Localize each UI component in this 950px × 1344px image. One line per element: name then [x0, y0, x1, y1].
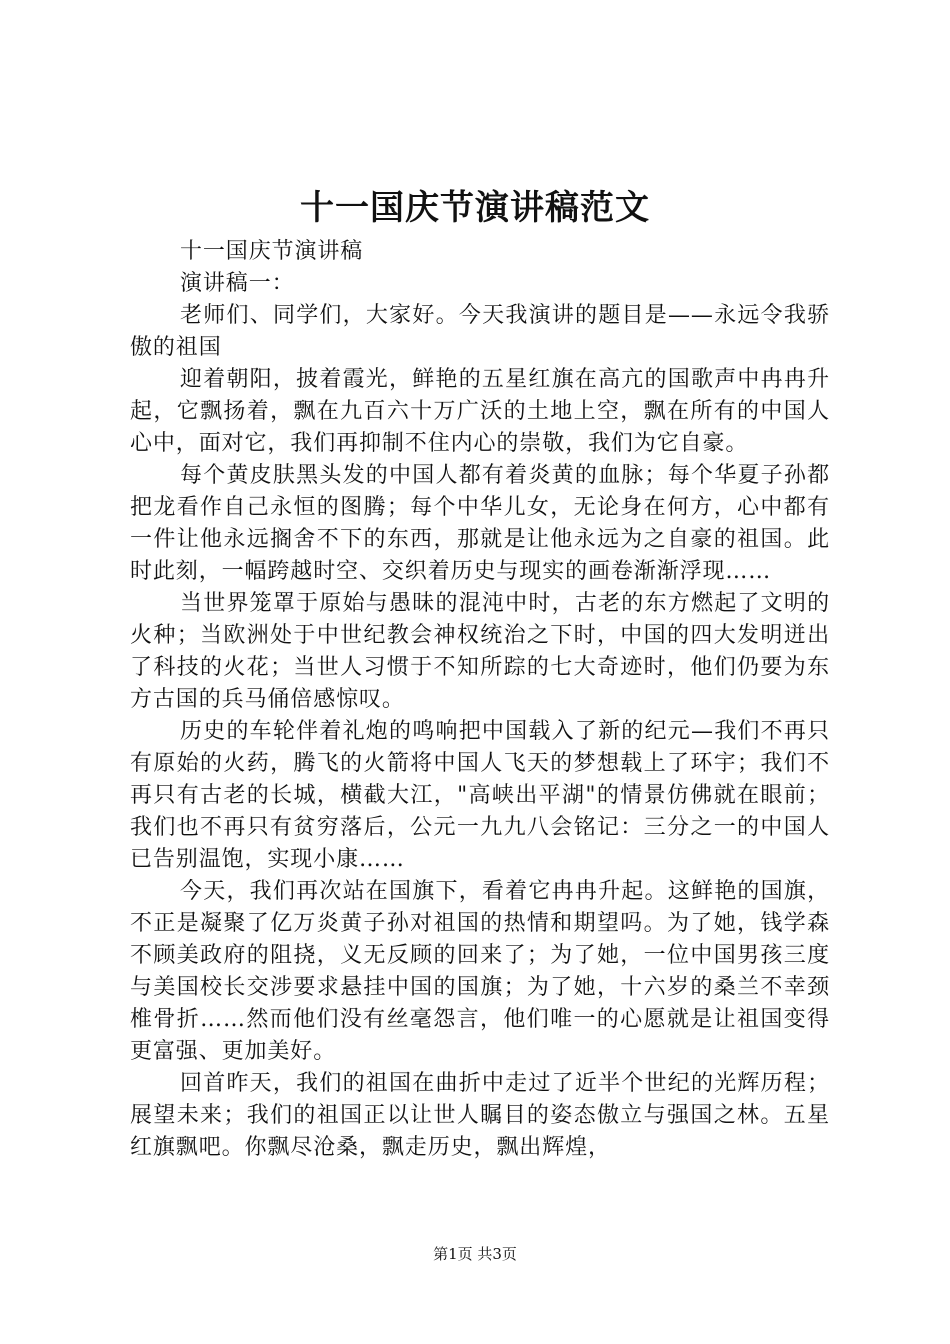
paragraph-national-flag: 今天，我们再次站在国旗下，看着它冉冉升起。这鲜艳的国旗，不正是凝聚了亿万炎黄子孙对祖国的热情和期望吗。为了她，钱学森不顾美政府的阻挠，义无反顾的回来了；为了她，一位中国男孩三度与美国校长交涉要求悬挂中国的国旗；为了她，十六岁的桑兰不幸颈椎骨折……然而他们没有丝毫怨言，他们唯一的心愿就是让祖国变得更富强、更加美好。 — [130, 879, 830, 1064]
page-number-footer: 第1页 共3页 — [433, 1245, 517, 1263]
document-body — [130, 236, 830, 1164]
document-title: 十一国庆节演讲稿范文 — [300, 188, 650, 228]
paragraph-section-label: 演讲稿一： — [180, 271, 295, 296]
paragraph-looking-back: 回首昨天，我们的祖国在曲折中走过了近半个世纪的光辉历程；展望未来；我们的祖国正以让世人瞩目的姿态傲立与强国之林。五星红旗飘吧。你飘尽沧桑，飘走历史，飘出辉煌， — [130, 1071, 830, 1160]
paragraph-greeting: 老师们、同学们，大家好。今天我演讲的题目是——永远令我骄傲的祖国 — [130, 303, 830, 360]
paragraph-new-era: 历史的车轮伴着礼炮的鸣响把中国载入了新的纪元—我们不再只有原始的火药，腾飞的火箭将中国人飞天的梦想载上了环宇；我们不再只有古老的长城，横截大江，"高峡出平湖"的情景仿佛就在眼前；我们也不再只有贫穷落后，公元一九九八会铭记：三分之一的中国人已告别温饱，实现小康…… — [130, 719, 830, 872]
paragraph-subtitle: 十一国庆节演讲稿 — [180, 239, 364, 264]
paragraph-ancient-civilization: 当世界笼罩于原始与愚昧的混沌中时，古老的东方燃起了文明的火种；当欧洲处于中世纪教会神权统治之下时，中国的四大发明迸出了科技的火花；当世人习惯于不知所踪的七大奇迹时，他们仍要为东方古国的兵马俑倍感惊叹。 — [130, 591, 830, 712]
paragraph-flag-raising: 迎着朝阳，披着霞光，鲜艳的五星红旗在高亢的国歌声中冉冉升起，它飘扬着，飘在九百六十万广沃的土地上空，飘在所有的中国人心中，面对它，我们再抑制不住内心的崇敬，我们为它自豪。 — [130, 367, 830, 456]
paragraph-heritage: 每个黄皮肤黑头发的中国人都有着炎黄的血脉；每个华夏子孙都把龙看作自己永恒的图腾；每个中华儿女，无论身在何方，心中都有一件让他永远搁舍不下的东西，那就是让他永远为之自豪的祖国。此时此刻，一幅跨越时空、交织着历史与现实的画卷渐渐浮现…… — [130, 463, 830, 584]
